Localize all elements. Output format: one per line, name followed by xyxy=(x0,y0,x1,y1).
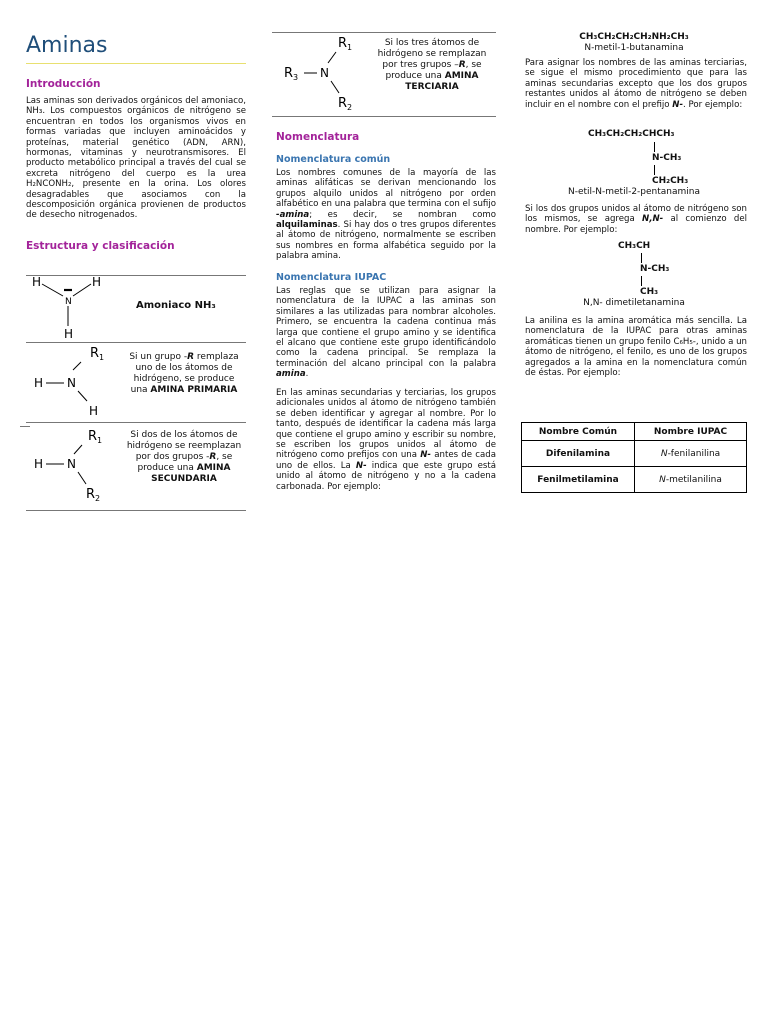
common-nomenclature-text: Los nombres comunes de la mayoría de las aminas alifáticas se derivan mencionando los grupos alquilo unidos al nitrógeno por orden alfabético en una palabra que termina con el sufijo -amina; es decir, se nombran como alquilaminas. Si hay dos o tres grupos diferentes al átomo de nitrógeno, normalmente se escriben sus nombres en forma alfabética seguido por la palabra amina. xyxy=(276,168,496,262)
primary-amine-structure xyxy=(26,343,121,423)
formula-2-name: N-etil-N-metil-2-pentanamina xyxy=(567,187,701,197)
table-header-row xyxy=(522,423,747,441)
r2-group: $R_2$ xyxy=(338,96,353,112)
h-atom: H xyxy=(92,276,102,289)
primary-amine-text: Si un grupo -R remplaza uno de los átomos de hidrógeno, se produce una AMINA PRIMARIA xyxy=(129,352,239,395)
formula-2-n: N-CH₃ xyxy=(652,153,682,163)
formula-1: CH₃CH₂CH₂CH₂NH₂CH₃ xyxy=(579,32,689,42)
structure-heading: Estructura y clasificación xyxy=(26,240,175,252)
nomenclature-heading: Nomenclatura xyxy=(276,131,360,143)
ammonia-structure xyxy=(26,276,121,342)
common-nomenclature-heading: Nomenclatura común xyxy=(276,154,391,165)
r1-group: $R_1$ xyxy=(88,429,103,445)
bond-line xyxy=(654,165,655,175)
ammonia-label: Amoniaco NH₃ xyxy=(136,300,216,311)
formula-1-name: N-metil-1-butanamina xyxy=(584,43,684,53)
same-groups-text: Si los dos grupos unidos al átomo de nitrógeno son los mismos, se agrega N,N- al comienzo del nombre. Por ejemplo: xyxy=(525,204,747,235)
table-cell-common: Fenilmetilamina xyxy=(522,467,635,493)
page-title: Aminas xyxy=(26,33,108,58)
secondary-amine-structure xyxy=(26,424,121,508)
iupac-text-1: Las reglas que se utilizan para asignar la nomenclatura de la IUPAC a las aminas son similares a las utilizadas para nombrar alcoholes. Primero, se encuentra la cadena continua más larga que contiene el grupo amino y se identifica el alcano que contiene este grupo identificándolo como la cadena principal. Se remplaza la terminación del alcano principal con la palabra amina. xyxy=(276,286,496,380)
table-cell-iupac: N-metilanilina xyxy=(635,467,747,493)
r1-group: $R_1$ xyxy=(338,36,353,52)
bond-line xyxy=(641,276,642,286)
n-atom: N xyxy=(67,376,76,390)
r3-group: $R_3$ xyxy=(284,66,299,82)
iupac-text-2: En las aminas secundarias y terciarias, los grupos adicionales unidos al átomo de nitrógeno también se deben identificar y agregar al nombre. Por lo tanto, después de identificar la cadena más larga que contiene el grupo amino y escribir su nombre, se escriben los grupos unidos al átomo de nitrógeno como prefijos con una N- antes de cada uno de ellos. La N- indica que este grupo está unido al átomo de nitrógeno y no a la cadena carbonada. Por ejemplo: xyxy=(276,388,496,492)
table-cell-iupac: N-fenilanilina xyxy=(635,441,747,467)
table-cell-common: Difenilamina xyxy=(522,441,635,467)
divider xyxy=(26,422,246,423)
h-atom: H xyxy=(34,457,44,471)
formula-3-n: N-CH₃ xyxy=(640,264,670,274)
table-header-common: Nombre Común xyxy=(522,423,635,441)
aniline-text: La anilina es la amina aromática más sencilla. La nomenclatura de la IUPAC para otras aminas aromáticas tienen un grupo fenilo C₆H₅-, unido a un átomo de nitrógeno, el fenilo, es uno de los grupos agregados a la amina en la nomenclatura común de éstas. Por ejemplo: xyxy=(525,316,747,379)
table-row xyxy=(522,467,747,493)
bond-line xyxy=(641,253,642,263)
formula-3-name: N,N- dimetiletanamina xyxy=(583,298,685,308)
formula-2-bottom: CH₂CH₃ xyxy=(652,176,689,186)
h-atom: H xyxy=(89,404,99,418)
tertiary-amine-text: Si los tres átomos de hidrógeno se remplazan por tres grupos –R, se produce una AMINA TERCIARIA xyxy=(377,38,487,92)
h-atom: H xyxy=(64,327,74,341)
tertiary-naming-text: Para asignar los nombres de las aminas terciarias, se sigue el mismo procedimiento que para las aminas secundarias excepto que los dos grupos restantes unidos al átomo de nitrógeno se deben incluir en el nombre con el prefijo N-. Por ejemplo: xyxy=(525,58,747,110)
formula-2-main: CH₃CH₂CH₂CHCH₃ xyxy=(588,129,675,139)
divider xyxy=(26,510,246,511)
intro-text: Las aminas son derivados orgánicos del amoniaco, NH₃. Los compuestos orgánicos de nitrógeno se encuentran en todos los organismos vivos en formas variadas que incluyen aminoácidos y proteínas, material genético (ADN, ARN), hormonas, vitaminas y neurotransmisores. El producto metabólico principal a través del cual se excreta nitrógeno del cuerpo es la urea H₂NCONH₂, presente en la orina. Los olores desagradables que asociamos con la descomposición orgánica provienen de productos de desecho nitrogenados. xyxy=(26,96,246,221)
nomenclature-table xyxy=(521,422,747,493)
r2-group: $R_2$ xyxy=(86,487,101,503)
formula-3-bottom: CH₃ xyxy=(640,287,659,297)
secondary-amine-text: Si dos de los átomos de hidrógeno se reemplazan por dos grupos -R, se produce una AMINA SECUNDARIA xyxy=(126,430,242,484)
title-underline xyxy=(26,63,246,64)
formula-3-main: CH₃CH xyxy=(618,241,651,251)
table-row xyxy=(522,441,747,467)
bond-line xyxy=(654,142,655,152)
r1-group: $R_1$ xyxy=(90,346,105,362)
n-atom: N xyxy=(65,297,72,307)
h-atom: H xyxy=(34,376,44,390)
h-atom: H xyxy=(32,276,42,289)
iupac-nomenclature-heading: Nomenclatura IUPAC xyxy=(276,272,387,283)
table-header-iupac: Nombre IUPAC xyxy=(635,423,747,441)
n-atom: N xyxy=(320,66,329,80)
divider xyxy=(272,116,496,117)
tertiary-amine-structure xyxy=(280,33,380,115)
intro-heading: Introducción xyxy=(26,78,101,90)
n-atom: N xyxy=(67,457,76,471)
